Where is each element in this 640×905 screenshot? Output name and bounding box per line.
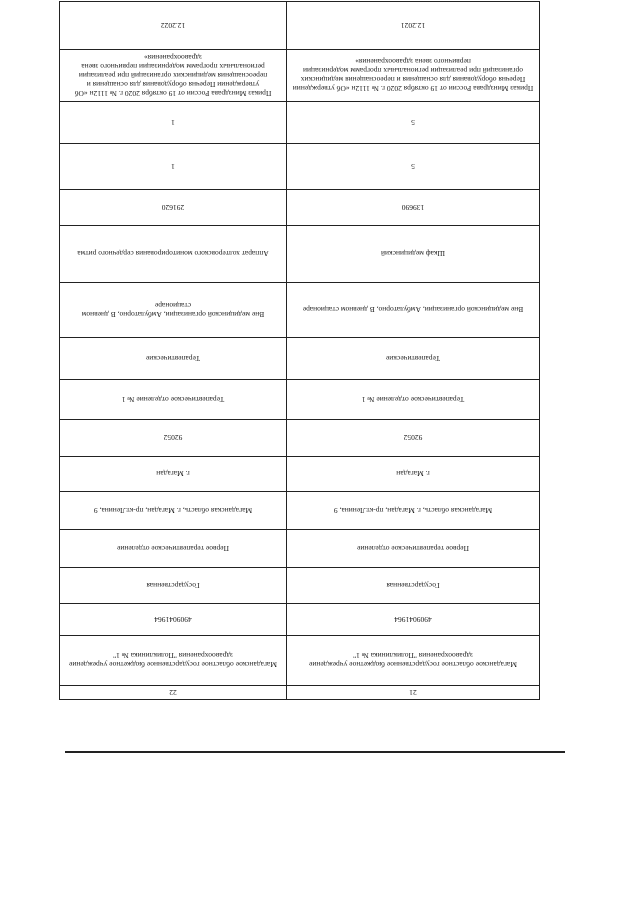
table-row	[60, 492, 540, 530]
table-cell: 4909041964	[60, 604, 287, 636]
table-cell: 92052	[287, 420, 540, 457]
table-cell: 1	[60, 102, 287, 144]
table-cell: Приказ Минздрава России от 19 октября 2020 г. № 1112н «Об утверждении Перечня оборудования для оснащения и переоснащения медицинских организаций при реализации региональных программ модернизации первичного звена здравоохранения»	[287, 50, 540, 102]
table-cell: Магаданская область, г. Магадан, пр-кт.Ленина, 9	[287, 492, 540, 530]
table-row	[60, 457, 540, 492]
table-row	[60, 568, 540, 604]
table-row	[60, 420, 540, 457]
table-cell: Государственная	[287, 568, 540, 604]
table-cell: Магаданская область, г. Магадан, пр-кт.Ленина, 9	[60, 492, 287, 530]
table-row	[60, 102, 540, 144]
table-cell: 12.2021	[287, 2, 540, 50]
horizontal-rule	[65, 751, 565, 753]
table-cell: г. Магадан	[287, 457, 540, 492]
table-cell: Терапевтические	[60, 338, 287, 380]
column-number-22: 22	[60, 686, 287, 700]
table-cell: Первое терапевтическое отделение	[60, 530, 287, 568]
table-cell: Магаданское областное государственное бюджетное учреждение здравоохранения "Поликлиника № 1"	[287, 636, 540, 686]
table-header-row	[60, 686, 540, 700]
table-cell: Терапевтическое отделение № 1	[60, 380, 287, 420]
table-row	[60, 604, 540, 636]
table-row	[60, 283, 540, 338]
table-cell: Шкаф медицинский	[287, 226, 540, 283]
table-row	[60, 226, 540, 283]
table-cell: 5	[287, 102, 540, 144]
table-cell: 92052	[60, 420, 287, 457]
table-cell: Терапевтические	[287, 338, 540, 380]
table-cell: Аппарат холтеровского мониторирования сердечного ритма	[60, 226, 287, 283]
table-cell: Магаданское областное государственное бюджетное учреждение здравоохранения "Поликлиника № 1"	[60, 636, 287, 686]
equipment-table	[59, 1, 540, 700]
table-row	[60, 636, 540, 686]
table-row	[60, 190, 540, 226]
table-row	[60, 2, 540, 50]
column-number-21: 21	[287, 686, 540, 700]
table-row	[60, 530, 540, 568]
table-cell: Вне медицинской организации, Амбулаторно, В дневном стационаре	[287, 283, 540, 338]
table-row	[60, 338, 540, 380]
table-cell: Терапевтическое отделение № 1	[287, 380, 540, 420]
table-row	[60, 144, 540, 190]
table-cell: 1	[60, 144, 287, 190]
table-cell: Первое терапевтическое отделение	[287, 530, 540, 568]
table-body	[60, 2, 540, 700]
table-cell: 12.2022	[60, 2, 287, 50]
table-cell: 4909041964	[287, 604, 540, 636]
table-cell: Вне медицинской организации, Амбулаторно, В дневном стационаре	[60, 283, 287, 338]
table-row	[60, 380, 540, 420]
table-cell: 139690	[287, 190, 540, 226]
table-cell: г. Магадан	[60, 457, 287, 492]
table-row	[60, 50, 540, 102]
table-cell: 291620	[60, 190, 287, 226]
table-cell: Государственная	[60, 568, 287, 604]
table-cell: 5	[287, 144, 540, 190]
table-cell: Приказ Минздрава России от 19 октября 2020 г. № 1112н «Об утверждении Перечня оборудования для оснащения и переоснащения медицинских организаций при реализации региональных программ модернизации первичного звена здравоохранения»	[60, 50, 287, 102]
